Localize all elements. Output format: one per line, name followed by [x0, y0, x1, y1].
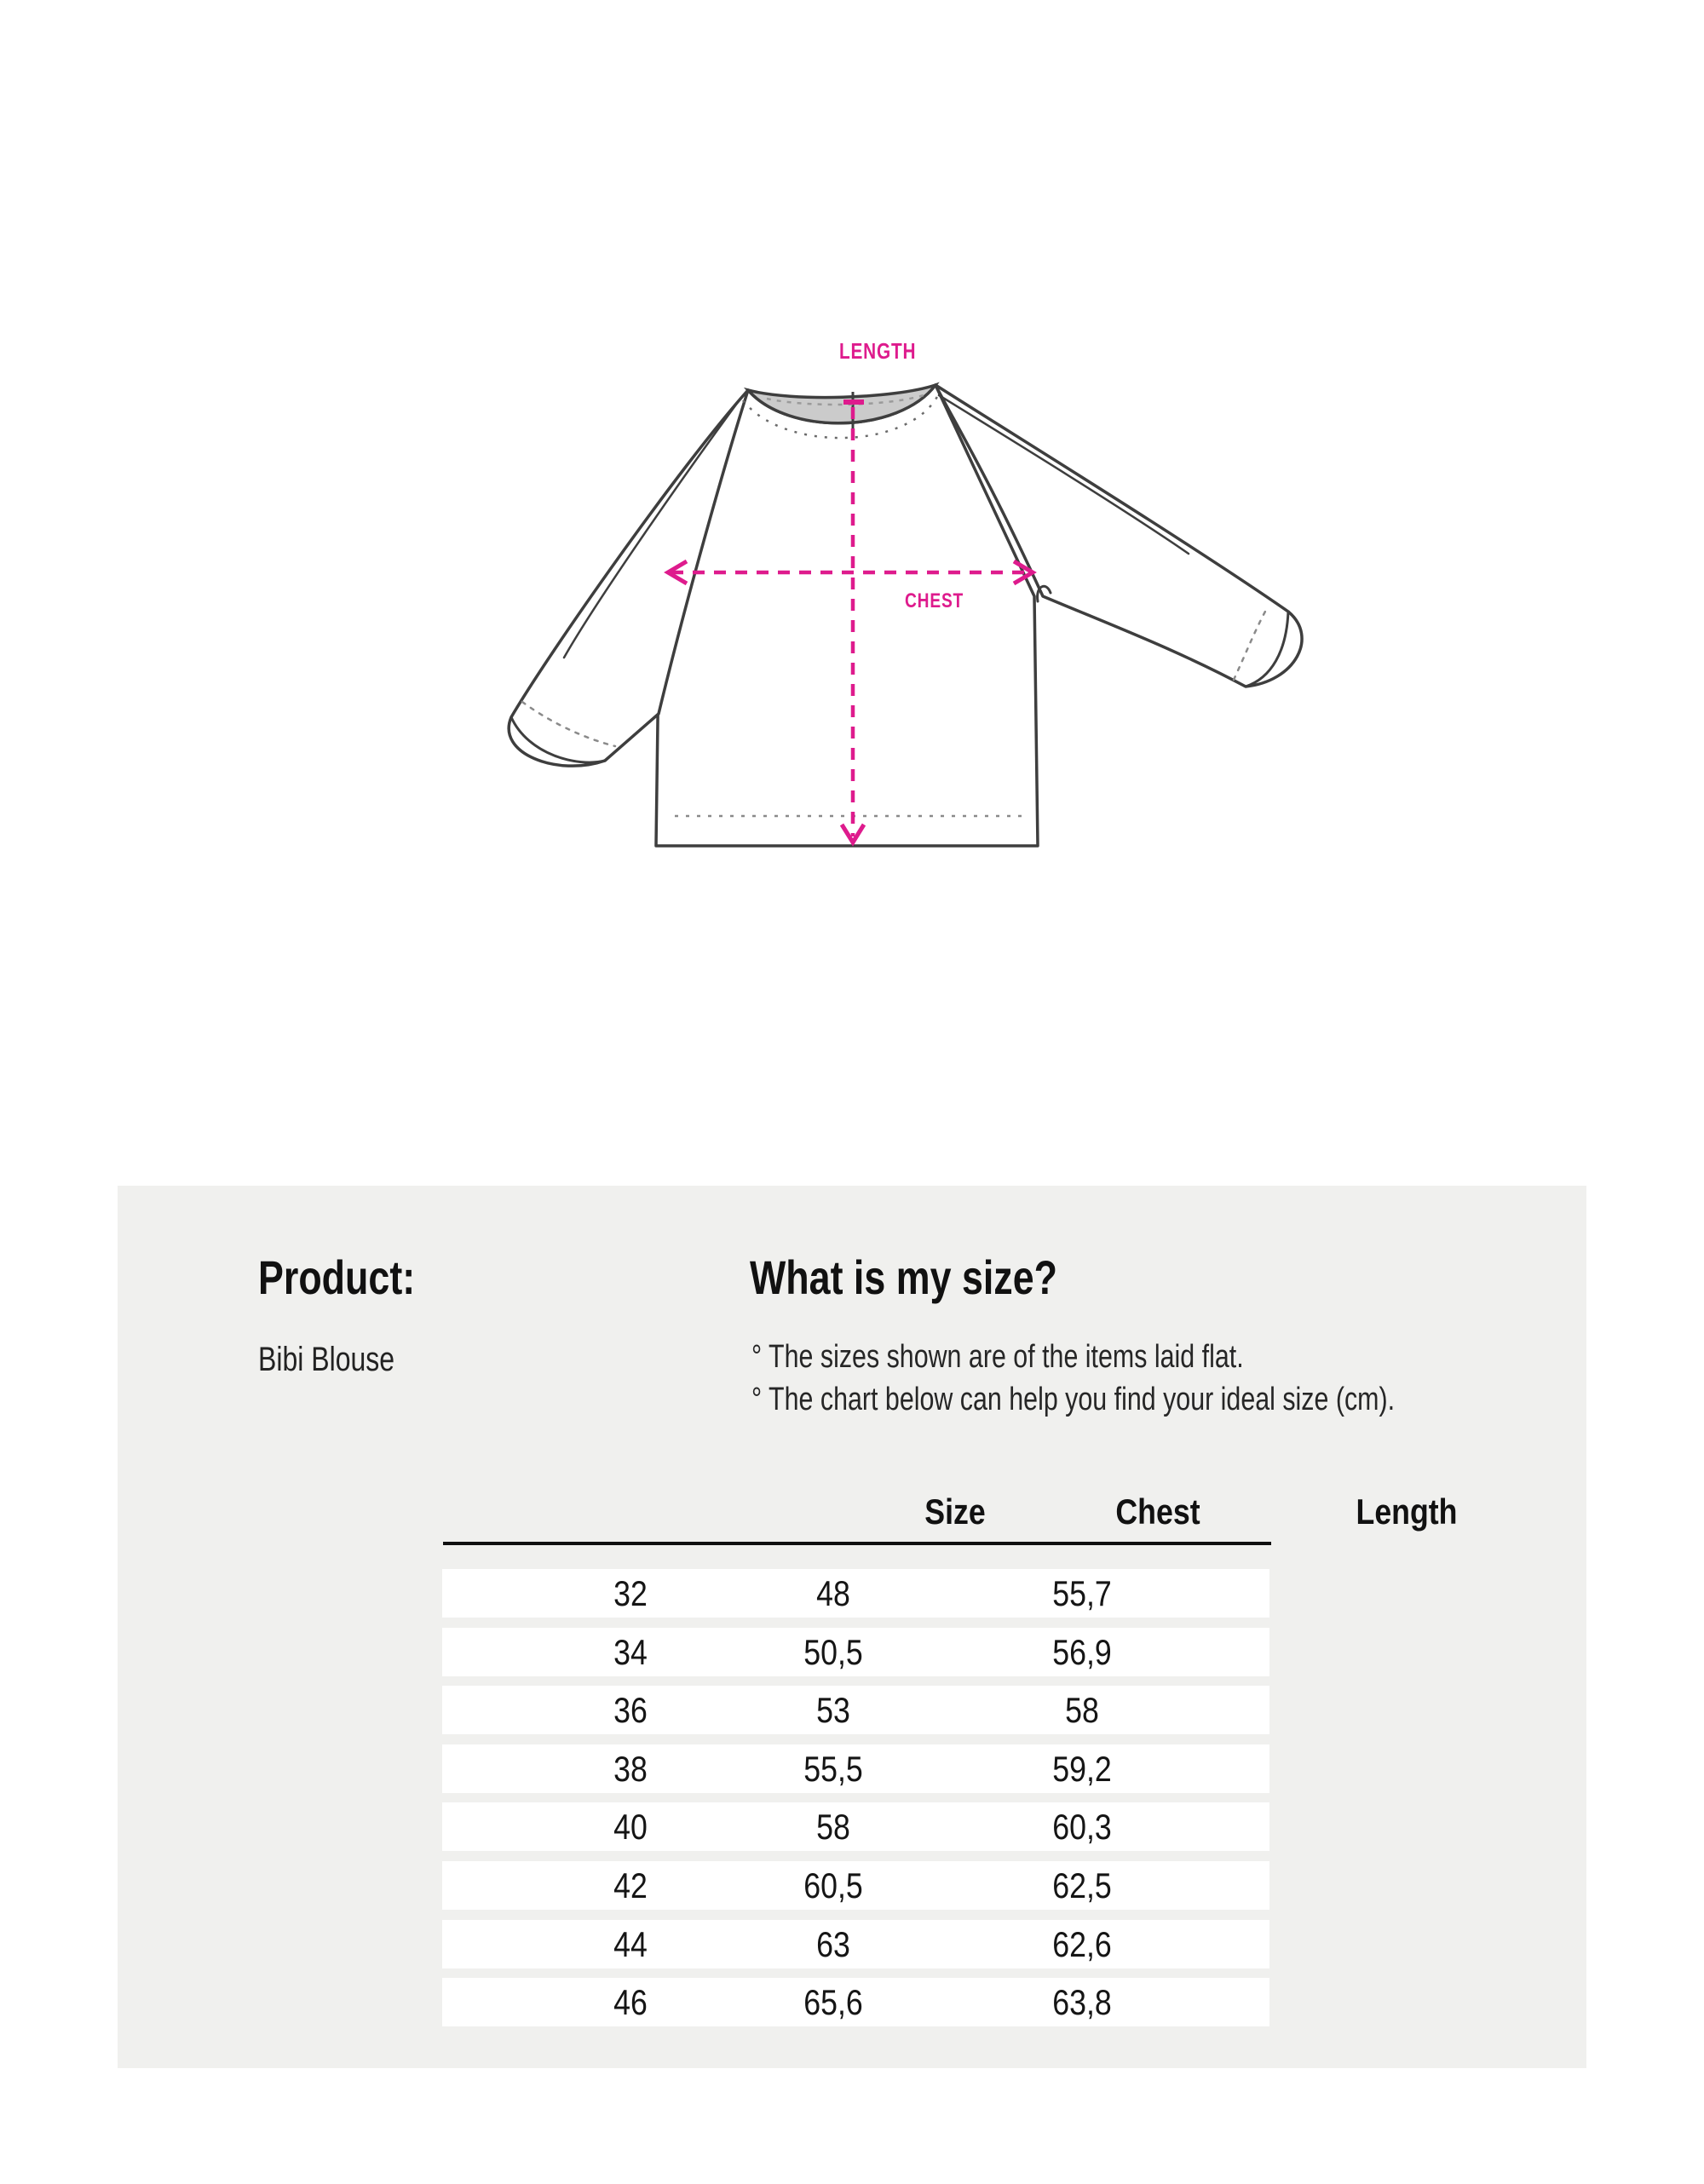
table-row: [442, 1920, 1269, 1968]
cell-length: 62,6: [1052, 1923, 1112, 1964]
cell-length: 55,7: [1052, 1573, 1112, 1613]
col-header-length: Length: [1356, 1491, 1458, 1532]
size-question-heading: What is my size?: [750, 1250, 1057, 1304]
cell-length: 62,5: [1052, 1865, 1112, 1905]
cell-chest: 55,5: [803, 1748, 863, 1789]
cell-length: 60,3: [1052, 1807, 1112, 1848]
chest-label: CHEST: [905, 589, 964, 612]
product-name: Bibi Blouse: [258, 1341, 395, 1378]
col-header-chest: Chest: [1115, 1491, 1200, 1532]
sizing-notes: [751, 1336, 1556, 1421]
table-row: [442, 1744, 1269, 1793]
cell-size: 40: [613, 1807, 648, 1848]
table-row: [442, 1686, 1269, 1734]
cell-length: 59,2: [1052, 1748, 1112, 1789]
cell-size: 32: [613, 1573, 648, 1613]
cell-chest: 65,6: [803, 1982, 863, 2023]
cell-length: 56,9: [1052, 1631, 1112, 1672]
cell-size: 34: [613, 1631, 648, 1672]
col-header-size: Size: [924, 1491, 986, 1532]
table-header-row: [442, 1491, 1458, 1533]
product-heading: Product:: [258, 1250, 416, 1304]
cell-chest: 50,5: [803, 1631, 863, 1672]
size-table: [442, 1569, 1269, 2037]
cell-size: 44: [613, 1923, 648, 1964]
table-row: [442, 1861, 1269, 1910]
cell-size: 38: [613, 1748, 648, 1789]
table-row: [442, 1802, 1269, 1851]
header-rule: [443, 1542, 1271, 1545]
cell-size: 42: [613, 1865, 648, 1905]
length-label: LENGTH: [839, 338, 917, 364]
info-panel: [118, 1186, 1586, 2068]
note-line: ° The sizes shown are of the items laid flat.: [751, 1339, 1244, 1375]
cell-length: 58: [1065, 1690, 1099, 1731]
table-row: [442, 1628, 1269, 1676]
cell-chest: 58: [816, 1807, 850, 1848]
cell-size: 46: [613, 1982, 648, 2023]
cell-size: 36: [613, 1690, 648, 1731]
table-row: [442, 1978, 1269, 2026]
cell-length: 63,8: [1052, 1982, 1112, 2023]
cell-chest: 53: [816, 1690, 850, 1731]
note-line: ° The chart below can help you find your ideal size (cm).: [751, 1382, 1396, 1417]
cell-chest: 60,5: [803, 1865, 863, 1905]
cell-chest: 63: [816, 1923, 850, 1964]
cell-chest: 48: [816, 1573, 850, 1613]
table-row: [442, 1569, 1269, 1618]
